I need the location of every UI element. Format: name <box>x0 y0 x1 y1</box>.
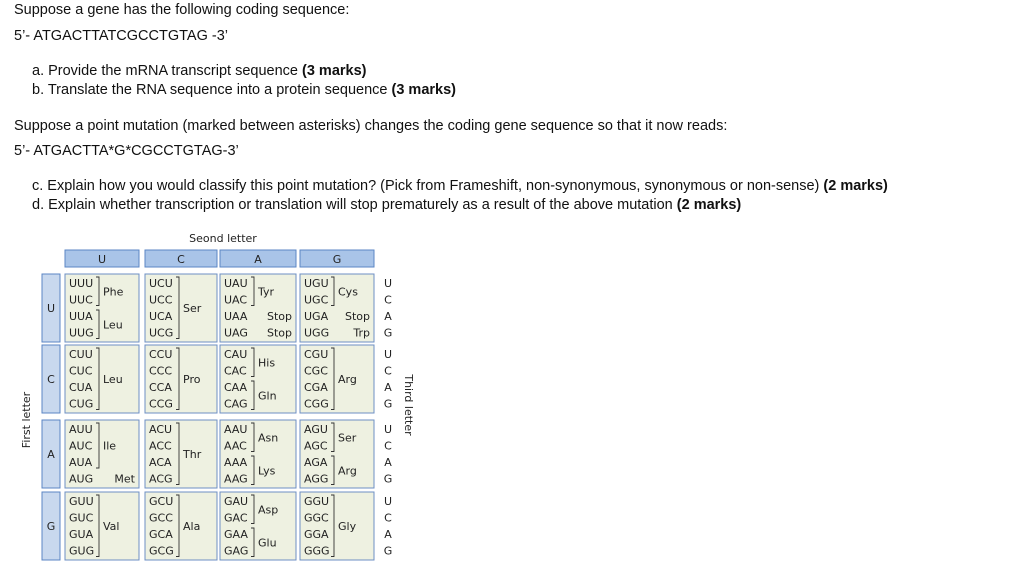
third-letter: U <box>383 348 393 361</box>
intro-line: Suppose a gene has the following coding sequence: <box>14 2 350 18</box>
codon: GCU <box>149 495 174 508</box>
amino-acid: Met <box>114 472 135 486</box>
third-letter: G <box>383 472 393 486</box>
amino-acid: Val <box>103 519 120 533</box>
codon: AGG <box>304 472 329 486</box>
codon: AAC <box>224 439 247 453</box>
amino-acid: Pro <box>183 372 201 386</box>
amino-acid: Ser <box>183 301 202 315</box>
codon: CCA <box>149 381 172 394</box>
codon: AUG <box>69 472 94 486</box>
codon: CCU <box>149 348 173 361</box>
codon: GGC <box>304 511 329 525</box>
third-letter: G <box>383 544 393 558</box>
codon: CAG <box>224 397 248 411</box>
codon: AAG <box>224 472 248 486</box>
codon: UAU <box>224 277 248 290</box>
codon: UGU <box>304 277 329 290</box>
amino-acid: Ser <box>338 431 357 445</box>
codon: CUG <box>69 397 94 411</box>
codon: AGU <box>304 423 328 436</box>
second-letter: G <box>332 253 342 266</box>
amino-acid: Phe <box>103 285 124 299</box>
codon: AUU <box>69 423 93 436</box>
codon: UUG <box>69 326 94 340</box>
amino-acid: Asn <box>258 431 279 445</box>
third-letter: A <box>384 381 392 394</box>
codon: ACU <box>149 423 173 436</box>
amino-acid: Stop <box>266 310 292 323</box>
amino-acid: Tyr <box>258 285 275 299</box>
codon: CAU <box>224 348 248 361</box>
codon: UCA <box>149 310 173 323</box>
codon: GAC <box>224 511 248 525</box>
second-letter: U <box>97 253 107 266</box>
codon: GUG <box>69 544 95 558</box>
codon: AAU <box>224 423 248 436</box>
amino-acid: Stop <box>266 326 292 340</box>
codon: GCC <box>149 511 173 525</box>
third-letter: G <box>383 397 393 411</box>
third-letter: A <box>384 310 392 323</box>
codon: ACC <box>149 439 172 453</box>
second-letter-label: Seond letter <box>189 232 257 245</box>
codon: ACA <box>149 456 172 469</box>
amino-acid: Stop <box>344 310 370 323</box>
third-letter: C <box>384 364 392 378</box>
third-letter: G <box>383 326 393 340</box>
codon: AAA <box>224 456 248 469</box>
codon: CAC <box>224 364 247 378</box>
first-letter: G <box>46 520 56 533</box>
codon: GUC <box>69 511 94 525</box>
codon: GUA <box>69 528 94 541</box>
question-d: d. Explain whether transcription or translation will stop prematurely as a result of the above mutation (2 marks) <box>32 197 742 213</box>
second-letter: A <box>254 253 262 266</box>
sequence-2: 5’- ATGACTTA*G*CGCCTGTAG-3’ <box>14 143 239 159</box>
amino-acid: Leu <box>103 318 123 332</box>
codon: CUU <box>69 348 93 361</box>
amino-acid: Leu <box>103 372 123 386</box>
codon: UUC <box>69 293 93 307</box>
codon: ACG <box>149 472 173 486</box>
codon: AUA <box>69 456 93 469</box>
amino-acid: Ala <box>183 519 201 533</box>
codon: GAG <box>224 544 249 558</box>
first-letter: U <box>46 302 56 315</box>
question-c: c. Explain how you would classify this point mutation? (Pick from Frameshift, non-synonymous, synonymous or non-sense) (2 marks) <box>32 178 888 194</box>
third-letter: U <box>383 423 393 436</box>
codon: GCA <box>149 528 173 541</box>
codon: GGA <box>304 528 329 541</box>
amino-acid: Thr <box>183 447 202 461</box>
codon: CGC <box>304 364 328 378</box>
codon: UGA <box>304 310 329 323</box>
codon: CGU <box>304 348 329 361</box>
codon: AUC <box>69 439 93 453</box>
amino-acid: Asp <box>258 503 279 517</box>
third-letter: A <box>384 528 392 541</box>
codon: UAC <box>224 293 248 307</box>
codon: AGC <box>304 439 328 453</box>
codon: UUA <box>69 310 93 323</box>
first-letter: A <box>47 448 55 461</box>
amino-acid: His <box>258 356 276 370</box>
codon: CGA <box>304 381 328 394</box>
amino-acid: Gly <box>338 519 357 533</box>
amino-acid: Trp <box>353 326 370 340</box>
amino-acid: Cys <box>338 285 358 299</box>
codon: UAG <box>224 326 248 340</box>
amino-acid: Arg <box>338 372 357 386</box>
first-letter: C <box>47 373 55 386</box>
third-letter: U <box>383 277 393 290</box>
codon: CCC <box>149 364 173 378</box>
codon: CGG <box>304 397 329 411</box>
codon: CAA <box>224 381 248 394</box>
third-letter: C <box>384 439 392 453</box>
amino-acid: Gln <box>258 389 277 403</box>
sequence-1: 5’- ATGACTTATCGCCTGTAG -3’ <box>14 28 229 44</box>
question-a: a. Provide the mRNA transcript sequence (3 marks) <box>32 63 367 79</box>
amino-acid: Ile <box>103 439 117 453</box>
codon: UCG <box>149 326 174 340</box>
codon: CUC <box>69 364 93 378</box>
amino-acid: Arg <box>338 464 357 478</box>
third-letter: C <box>384 511 392 525</box>
codon: UGC <box>304 293 329 307</box>
amino-acid: Glu <box>258 536 277 550</box>
codon: GGG <box>304 544 330 558</box>
codon: AGA <box>304 456 328 469</box>
codon: GUU <box>69 495 94 508</box>
codon: GCG <box>149 544 174 558</box>
codon: UCC <box>149 293 173 307</box>
codon: GGU <box>304 495 330 508</box>
third-letter: C <box>384 293 392 307</box>
codon: UUU <box>69 277 94 290</box>
codon: UGG <box>304 326 330 340</box>
third-letter: U <box>383 495 393 508</box>
codon: GAU <box>224 495 249 508</box>
codon: CUA <box>69 381 93 394</box>
codon: UCU <box>149 277 173 290</box>
question-b: b. Translate the RNA sequence into a protein sequence (3 marks) <box>32 82 456 98</box>
third-letter: A <box>384 456 392 469</box>
intro-line-2: Suppose a point mutation (marked between asterisks) changes the coding gene sequence so that it now reads: <box>14 118 728 134</box>
third-letter-label: Third letter <box>402 374 415 436</box>
first-letter-label: First letter <box>20 391 33 449</box>
second-letter: C <box>177 253 185 266</box>
amino-acid: Lys <box>258 464 276 478</box>
codon: GAA <box>224 528 248 541</box>
codon: UAA <box>224 310 248 323</box>
codon: CCG <box>149 397 173 411</box>
